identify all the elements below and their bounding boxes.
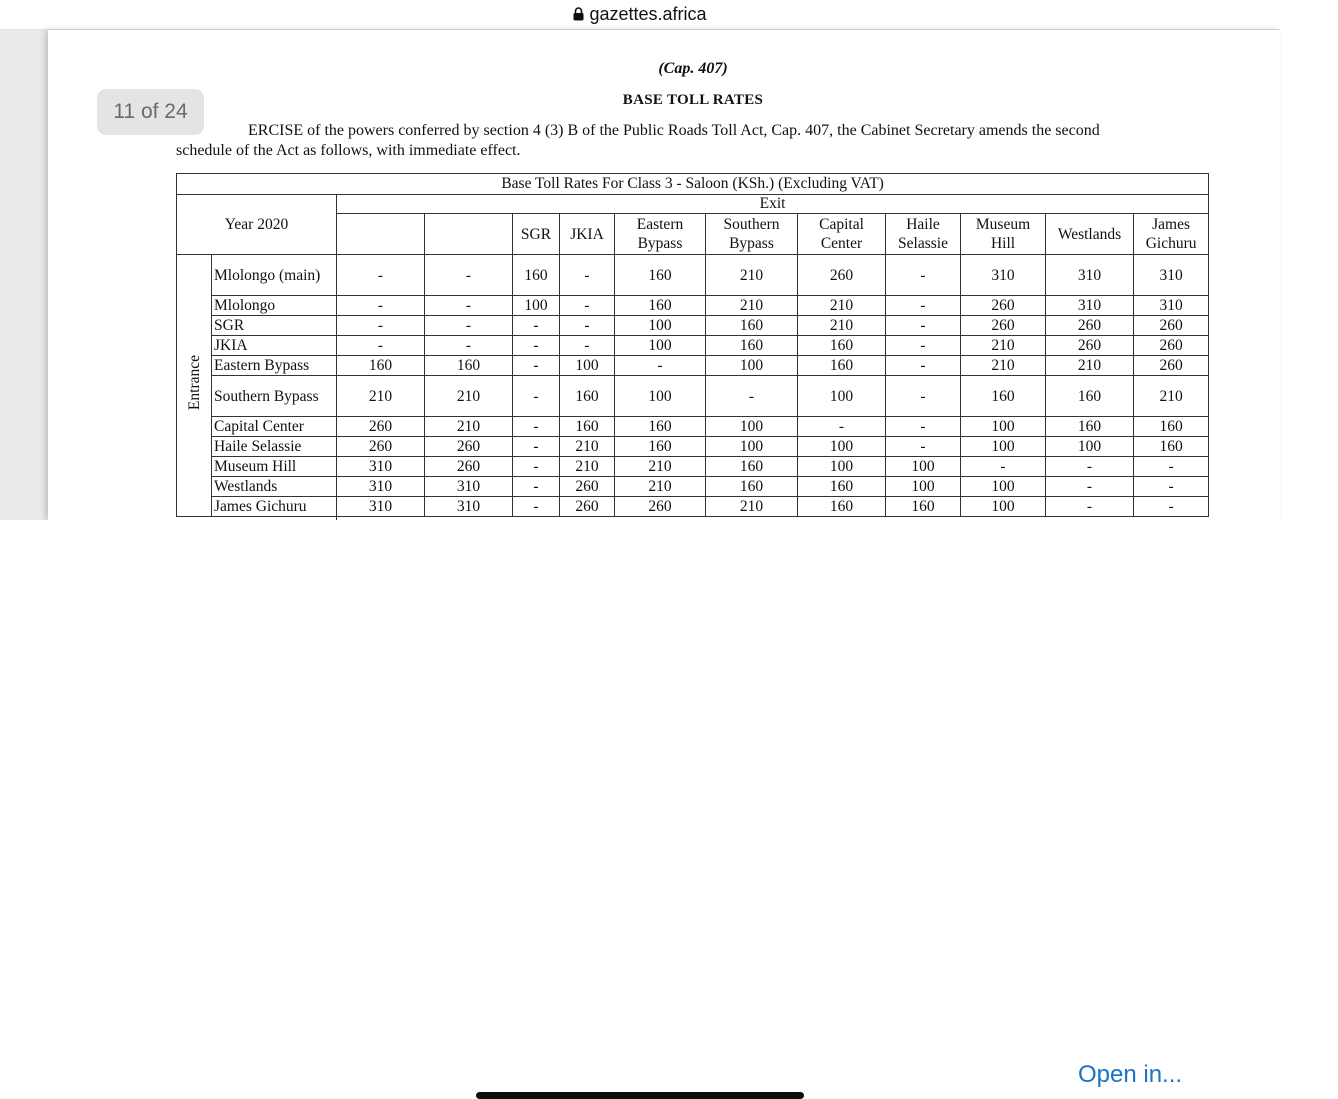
rate-cell: -: [886, 336, 961, 356]
rate-cell: 210: [1046, 356, 1134, 376]
rate-cell: -: [337, 316, 425, 336]
paragraph-line-1: ERCISE of the powers conferred by section 4 (3) B of the Public Roads Toll Act, Cap. 407, the Cabinet Secretary amends the second: [248, 122, 1100, 139]
rate-cell: 310: [337, 477, 425, 497]
rate-cell: 100: [798, 376, 886, 417]
rate-cell: -: [513, 316, 560, 336]
rate-cell: 100: [961, 417, 1046, 437]
toll-rates-table-container: [176, 173, 1208, 550]
rate-cell: 210: [615, 457, 706, 477]
rate-cell: 260: [337, 437, 425, 457]
rate-cell: 260: [560, 497, 615, 517]
rate-cell: -: [1046, 457, 1134, 477]
lock-icon: [573, 7, 584, 21]
rate-cell: 260: [337, 417, 425, 437]
rate-cell: 160: [706, 477, 798, 497]
rate-cell: -: [1046, 497, 1134, 517]
column-header: Museum Hill: [961, 214, 1046, 255]
rate-cell: -: [1134, 497, 1209, 517]
rate-cell: -: [886, 437, 961, 457]
rate-cell: 160: [560, 376, 615, 417]
cap-reference: (Cap. 407): [658, 60, 728, 77]
rate-cell: 210: [615, 477, 706, 497]
rate-cell: 260: [1046, 336, 1134, 356]
rate-cell: -: [886, 376, 961, 417]
rate-cell: 160: [798, 356, 886, 376]
table-row: [177, 417, 1209, 437]
row-entrance-name: Mlolongo: [212, 296, 337, 316]
rate-cell: 260: [961, 296, 1046, 316]
document-page: [48, 30, 1280, 520]
column-header: Capital Center: [798, 214, 886, 255]
rate-cell: -: [425, 316, 513, 336]
rate-cell: 160: [1134, 437, 1209, 457]
row-entrance-name: Mlolongo (main): [212, 255, 337, 296]
table-row: [177, 336, 1209, 356]
rate-cell: 160: [615, 417, 706, 437]
rate-cell: -: [706, 376, 798, 417]
column-header: James Gichuru: [1134, 214, 1209, 255]
rate-cell: 160: [961, 376, 1046, 417]
rate-cell: 160: [798, 477, 886, 497]
rate-cell: 160: [706, 336, 798, 356]
table-row: [177, 437, 1209, 457]
year-header: Year 2020: [177, 195, 337, 255]
rate-cell: 100: [706, 417, 798, 437]
rate-cell: -: [425, 296, 513, 316]
rate-cell: 260: [1134, 356, 1209, 376]
browser-address-bar[interactable]: [0, 0, 1280, 30]
rate-cell: -: [513, 356, 560, 376]
rate-cell: 310: [1134, 255, 1209, 296]
rate-cell: -: [425, 255, 513, 296]
row-entrance-name: Eastern Bypass: [212, 356, 337, 376]
rate-cell: -: [1134, 457, 1209, 477]
rate-cell: 310: [961, 255, 1046, 296]
rate-cell: 310: [1046, 255, 1134, 296]
rate-cell: 210: [425, 417, 513, 437]
rate-cell: -: [798, 417, 886, 437]
rate-cell: 310: [425, 497, 513, 517]
rate-cell: -: [886, 296, 961, 316]
rate-cell: 100: [961, 437, 1046, 457]
rate-cell: 160: [1046, 376, 1134, 417]
column-header: Westlands: [1046, 214, 1134, 255]
rate-cell: 310: [337, 457, 425, 477]
rate-cell: 160: [706, 457, 798, 477]
entrance-label: [177, 255, 212, 517]
open-in-button[interactable]: Open in...: [1078, 1061, 1183, 1088]
rate-cell: 260: [1134, 336, 1209, 356]
rate-cell: -: [560, 296, 615, 316]
rate-cell: 210: [706, 497, 798, 517]
rate-cell: 160: [798, 336, 886, 356]
page-heading: BASE TOLL RATES: [622, 92, 764, 108]
rate-cell: 260: [425, 457, 513, 477]
rate-cell: -: [560, 336, 615, 356]
pdf-viewer[interactable]: [0, 30, 1280, 520]
rate-cell: 160: [560, 417, 615, 437]
table-row: [177, 477, 1209, 497]
page-counter: 11 of 24: [97, 89, 204, 135]
table-row: [177, 457, 1209, 477]
home-indicator[interactable]: [476, 1092, 804, 1099]
rate-cell: 160: [1134, 417, 1209, 437]
column-header: JKIA: [560, 214, 615, 255]
rate-cell: 210: [798, 316, 886, 336]
rate-cell: 210: [706, 255, 798, 296]
rate-cell: 100: [886, 477, 961, 497]
row-entrance-name: Museum Hill: [212, 457, 337, 477]
column-header: Haile Selassie: [886, 214, 961, 255]
exit-header: Exit: [337, 195, 1209, 214]
rate-cell: 160: [706, 316, 798, 336]
rate-cell: -: [886, 316, 961, 336]
row-entrance-name: Haile Selassie: [212, 437, 337, 457]
rate-cell: 100: [798, 457, 886, 477]
rate-cell: -: [961, 457, 1046, 477]
column-header: [337, 214, 425, 255]
rate-cell: -: [560, 316, 615, 336]
rate-cell: 260: [615, 497, 706, 517]
rate-cell: 310: [337, 497, 425, 517]
rate-cell: 160: [1046, 417, 1134, 437]
rate-cell: -: [513, 376, 560, 417]
entrance-label-text: Entrance: [185, 355, 203, 411]
rate-cell: 210: [961, 356, 1046, 376]
rate-cell: 260: [961, 316, 1046, 336]
rate-cell: 160: [886, 497, 961, 517]
rate-cell: 160: [337, 356, 425, 376]
rate-cell: 210: [560, 437, 615, 457]
rate-cell: -: [425, 336, 513, 356]
rate-cell: -: [337, 296, 425, 316]
rate-cell: -: [886, 356, 961, 376]
rate-cell: 260: [560, 477, 615, 497]
table-title: Base Toll Rates For Class 3 - Saloon (KSh.) (Excluding VAT): [177, 174, 1209, 195]
rate-cell: -: [513, 477, 560, 497]
column-header: Southern Bypass: [706, 214, 798, 255]
row-entrance-name: JKIA: [212, 336, 337, 356]
row-entrance-name: Southern Bypass: [212, 376, 337, 417]
rate-cell: 100: [961, 477, 1046, 497]
rate-cell: -: [886, 255, 961, 296]
rate-cell: -: [1046, 477, 1134, 497]
rate-cell: 100: [706, 356, 798, 376]
rate-cell: 100: [886, 457, 961, 477]
rate-cell: 100: [615, 376, 706, 417]
rate-cell: 100: [615, 316, 706, 336]
rate-cell: -: [513, 336, 560, 356]
rate-cell: 210: [337, 376, 425, 417]
rate-cell: 100: [706, 437, 798, 457]
rate-cell: -: [886, 417, 961, 437]
rate-cell: 100: [513, 296, 560, 316]
table-row: [177, 356, 1209, 376]
rate-cell: 210: [706, 296, 798, 316]
toll-rates-table: [176, 173, 1209, 537]
rate-cell: 260: [1046, 316, 1134, 336]
table-row: [177, 376, 1209, 417]
rate-cell: -: [513, 437, 560, 457]
rate-cell: -: [615, 356, 706, 376]
column-header: Eastern Bypass: [615, 214, 706, 255]
rate-cell: 160: [798, 497, 886, 517]
rate-cell: 160: [615, 437, 706, 457]
rate-cell: -: [560, 255, 615, 296]
bottom-toolbar: [0, 520, 1280, 1088]
rate-cell: 100: [798, 437, 886, 457]
rate-cell: -: [1134, 477, 1209, 497]
rate-cell: -: [337, 336, 425, 356]
rate-cell: 260: [425, 437, 513, 457]
rate-cell: 160: [615, 255, 706, 296]
column-header: SGR: [513, 214, 560, 255]
rate-cell: 100: [961, 497, 1046, 517]
rate-cell: 210: [798, 296, 886, 316]
rate-cell: -: [513, 457, 560, 477]
rate-cell: 210: [961, 336, 1046, 356]
table-row: [177, 296, 1209, 316]
column-header: [425, 214, 513, 255]
rate-cell: -: [513, 417, 560, 437]
url-text: gazettes.africa: [589, 4, 707, 24]
table-row: [177, 316, 1209, 336]
rate-cell: 210: [1134, 376, 1209, 417]
rate-cell: 310: [1134, 296, 1209, 316]
rate-cell: 160: [513, 255, 560, 296]
table-row: [177, 497, 1209, 517]
rate-cell: 100: [1046, 437, 1134, 457]
rate-cell: 210: [425, 376, 513, 417]
rate-cell: 100: [560, 356, 615, 376]
rate-cell: 260: [1134, 316, 1209, 336]
rate-cell: -: [513, 497, 560, 517]
rate-cell: 160: [615, 296, 706, 316]
url-display[interactable]: [0, 4, 1280, 25]
rate-cell: 210: [560, 457, 615, 477]
row-entrance-name: Westlands: [212, 477, 337, 497]
rate-cell: 160: [425, 356, 513, 376]
rate-cell: 310: [1046, 296, 1134, 316]
rate-cell: 100: [615, 336, 706, 356]
rate-cell: -: [337, 255, 425, 296]
paragraph-line-2: schedule of the Act as follows, with immediate effect.: [176, 142, 521, 159]
rate-cell: 310: [425, 477, 513, 497]
rate-cell: 260: [798, 255, 886, 296]
row-entrance-name: SGR: [212, 316, 337, 336]
row-entrance-name: Capital Center: [212, 417, 337, 437]
table-row: [177, 255, 1209, 296]
row-entrance-name: James Gichuru: [212, 497, 337, 517]
